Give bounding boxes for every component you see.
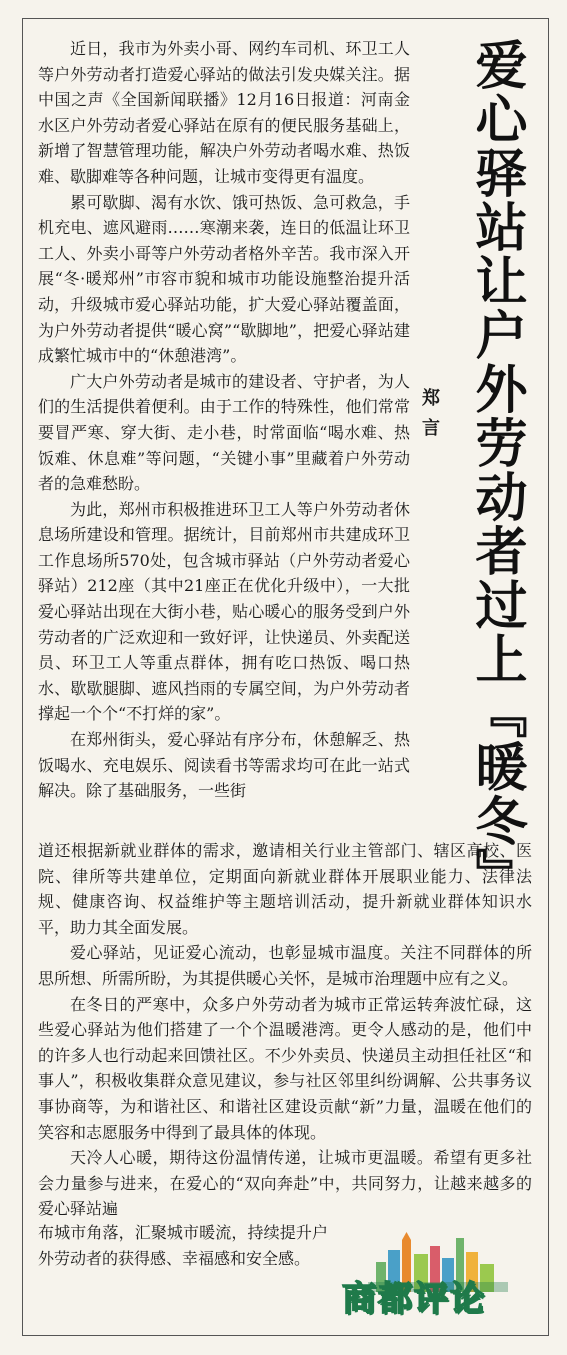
paragraph: 爱心驿站，见证爱心流动，也彰显城市温度。关注不同群体的所思所想、所需所盼，为其提供暖心关怀，是城市治理题中应有之义。 xyxy=(38,943,532,988)
headline: 爱心驿站让户外劳动者过上『暖冬』 xyxy=(466,38,526,902)
column-logo xyxy=(338,1232,528,1322)
paragraph: 在郑州街头，爱心驿站有序分布，休憩解乏、热饭喝水、充电娱乐、阅读看书等需求均可在此一站式解决。除了基础服务，一些街 xyxy=(38,730,410,801)
article-body-full xyxy=(38,838,532,1222)
paragraph: 为此，郑州市积极推进环卫工人等户外劳动者休息场所建设和管理。据统计，目前郑州市共建成环卫工作息场所570处，包含城市驿站（户外劳动者爱心驿站）212座（其中21座正在优化升级中），一大批爱心驿站出现在大街小巷，贴心暖心的服务受到户外劳动者的广泛欢迎和一致好评，让快递员、外卖配送员、环卫工人等重点群体，拥有吃口热饭、喝口热水、歇歇腿脚、遮风挡雨的专属空间，为户外劳动者撑起一个个“不打烊的家”。 xyxy=(38,499,410,724)
article-body-bottom xyxy=(38,1220,328,1271)
paragraph: 在冬日的严寒中，众多户外劳动者为城市正常运转奔波忙碌，这些爱心驿站为他们搭建了一个个温暖港湾。更令人感动的是，他们中的许多人也行动起来回馈社区。不少外卖员、快递员主动担任社区“和事人”，积极收集群众意见建议，参与社区邻里纠纷调解、公共事务议事协商等，为和谐社区、和谐社区建设贡献“新”力量，温暖在他们的笑容和志愿服务中得到了最具体的体现。 xyxy=(38,994,532,1142)
article-body-top xyxy=(38,36,410,804)
paragraph: 近日，我市为外卖小哥、网约车司机、环卫工人等户外劳动者打造爱心驿站的做法引发央媒关注。据中国之声《全国新闻联播》12月16日报道：河南金水区户外劳动者爱心驿站在原有的便民服务基础上，新增了智慧管理功能，解决户外劳动者喝水难、热饭难、歇脚难等各种问题，让城市变得更有温度。 xyxy=(38,39,410,186)
column-logo-text: 商都评论 xyxy=(342,1279,486,1319)
paragraph: 广大户外劳动者是城市的建设者、守护者，为人们的生活提供着便利。由于工作的特殊性，他们常常要冒严寒、穿大街、走小巷，时常面临“喝水难、热饭难、休息难”等问题，“关键小事”里藏着户外劳动者的急难愁盼。 xyxy=(38,371,410,494)
paragraph: 天冷人心暖，期待这份温情传递，让城市更温暖。希望有更多社会力量参与进来，在爱心的“双向奔赴”中，共同努力，让越来越多的爱心驿站遍 xyxy=(38,1148,532,1219)
byline: 郑言 xyxy=(419,388,440,448)
paragraph: 道还根据新就业群体的需求，邀请相关行业主管部门、辖区高校、医院、律所等共建单位，定期面向新就业群体开展职业能力、法律法规、健康咨询、权益维护等主题培训活动，提升新就业群体知识水平，助力其全面发展。 xyxy=(38,841,532,937)
paragraph: 布城市角落，汇聚城市暖流，持续提升户外劳动者的获得感、幸福感和安全感。 xyxy=(38,1223,328,1268)
paragraph: 累可歇脚、渴有水饮、饿可热饭、急可救急，手机充电、遮风避雨……寒潮来袭，连日的低温让环卫工人、外卖小哥等户外劳动者格外辛苦。我市深入开展“冬·暖郑州”市容市貌和城市功能设施整治提升活动，升级城市爱心驿站功能，扩大爱心驿站覆盖面，为户外劳动者提供“暖心窝”“歇脚地”，把爱心驿站建成繁忙城市中的“休憩港湾”。 xyxy=(38,192,410,366)
